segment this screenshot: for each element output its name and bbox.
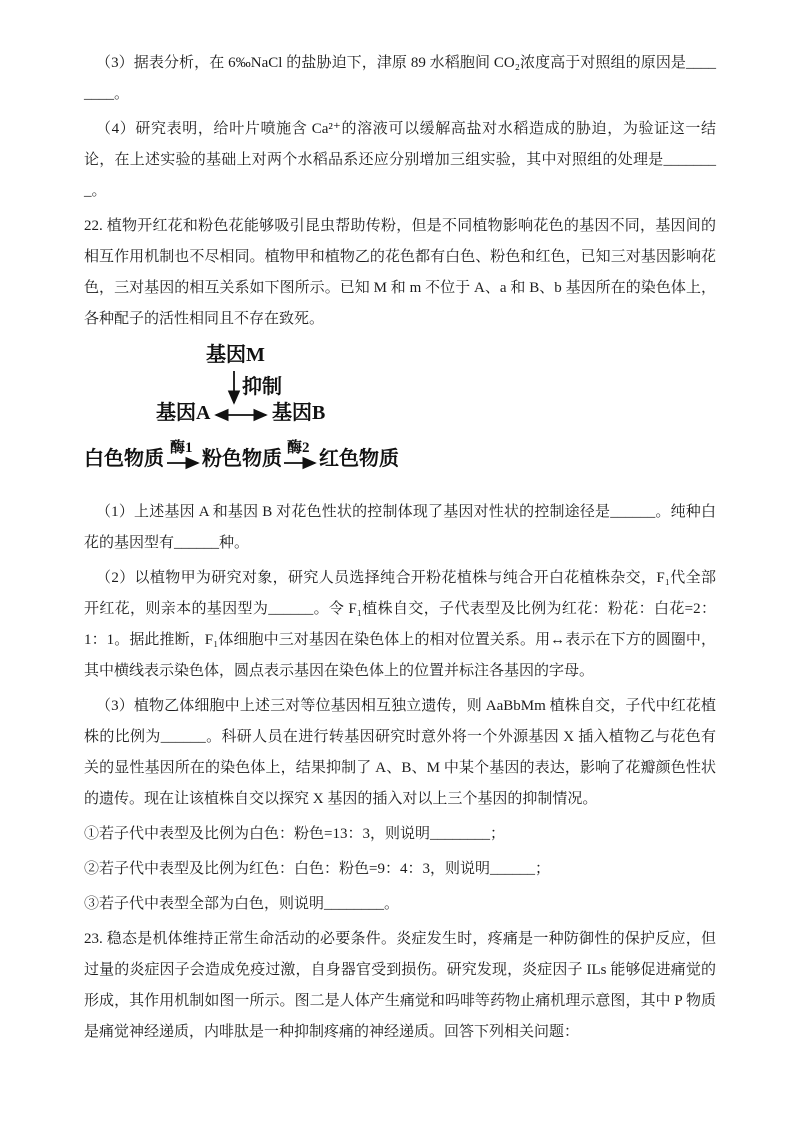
diagram-label-enzyme2: 酶2 [287,440,310,456]
paragraph-q22-1: （1）上述基因 A 和基因 B 对花色性状的控制体现了基因对性状的控制途径是______。纯种白花的基因型有______种。 [84,504,716,551]
diagram-label-gene-a: 基因A [156,402,211,424]
diagram-label-enzyme1: 酶1 [170,440,193,456]
diagram-label-pink-substance: 粉色物质 [202,448,282,470]
paragraph-q23-intro: 23. 稳态是机体维持正常生命活动的必要条件。炎症发生时，疼痛是一种防御性的保护反应，但过量的炎症因子会造成免疫过激，自身器官受到损伤。研究发现，炎症因子 ILs 能够促进痛觉的形成，其作用机制如图一所示。图二是人体产生痛觉和吗啡等药物止痛机理示意图，其中 P 物质是痛觉神经递质，内啡肽是一种抑制疼痛的神经递质。回答下列相关问题： [84,931,716,1040]
diagram-label-gene-b: 基因B [272,402,326,424]
paragraph-q21-4: （4）研究表明，给叶片喷施含 Ca²⁺的溶液可以缓解高盐对水稻造成的胁迫，为验证这一结论，在上述实验的基础上对两个水稻品系还应分别增加三组实验，其中对照组的处理是________。 [84,121,716,199]
paragraph-q22-2: （2）以植物甲为研究对象，研究人员选择纯合开粉花植株与纯合开白花植株杂交，F₁代全部开红花，则亲本的基因型为______。令 F₁植株自交，子代表型及比例为红花：粉花：白花=2：1：1。据此推断，F₁体细胞中三对基因在染色体上的相对位置关系。用↔表示在下方的圆圈中，其中横线表示染色体，圆点表示基因在染色体上的位置并标注各基因的字母。 [84,570,716,679]
diagram-label-inhibit: 抑制 [242,376,282,398]
diagram-label-red-substance: 红色物质 [319,448,399,470]
paragraph-q21-3: （3）据表分析，在 6‰NaCl 的盐胁迫下，津原 89 水稻胞间 CO₂浓度高于对照组的原因是________。 [84,55,716,102]
gene-interaction-diagram [84,343,444,485]
paragraph-q22-3: （3）植物乙体细胞中上述三对等位基因相互独立遗传，则 AaBbMm 植株自交，子代中红花植株的比例为______。科研人员在进行转基因研究时意外将一个外源基因 X 插入植物乙与花色有关的显性基因所在的染色体上，结果抑制了 A、B、M 中某个基因的表达，影响了花瓣颜色性状的遗传。现在让该植株自交以探究 X 基因的插入对以上三个基因的抑制情况。 [84,698,716,807]
paragraph-q22-3-sub3: ③若子代中表型全部为白色，则说明________。 [84,896,400,912]
paragraph-q22-3-sub1: ①若子代中表型及比例为白色：粉色=13：3，则说明________； [84,826,505,842]
paragraph-q22-intro: 22. 植物开红花和粉色花能够吸引昆虫帮助传粉，但是不同植物影响花色的基因不同，基因间的相互作用机制也不尽相同。植物甲和植物乙的花色都有白色、粉色和红色，已知三对基因影响花色，三对基因的相互关系如下图所示。已知 M 和 m 不位于 A、a 和 B、b 基因所在的染色体上，各种配子的活性相同且不存在致死。 [84,218,716,327]
diagram-label-gene-m: 基因M [206,344,265,366]
paragraph-q22-3-sub2: ②若子代中表型及比例为红色：白色：粉色=9：4：3，则说明______； [84,861,550,877]
diagram-label-white-substance: 白色物质 [84,448,164,470]
